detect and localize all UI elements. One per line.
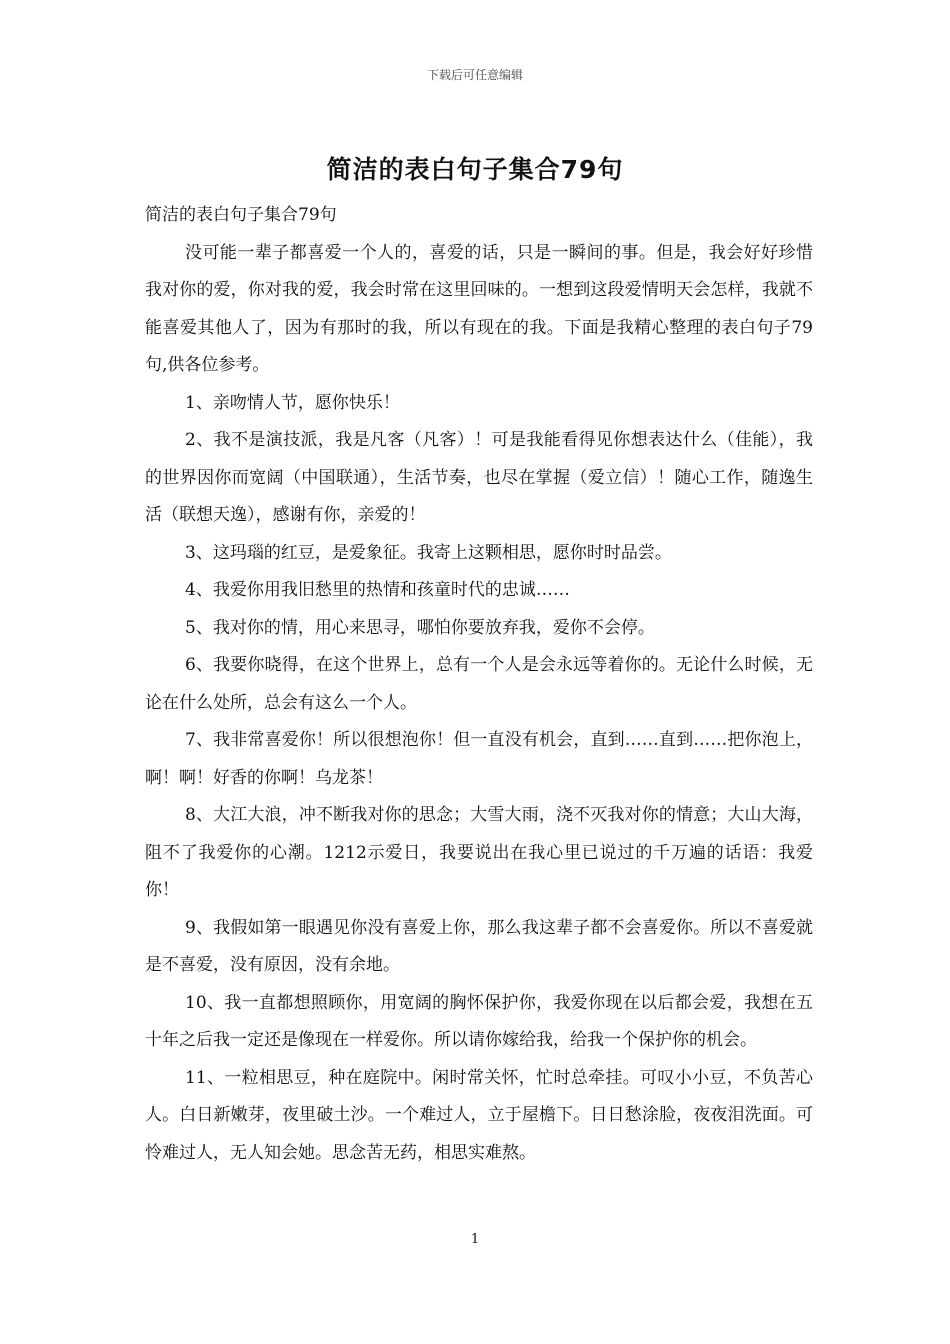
list-item-1: 1、亲吻情人节，愿你快乐！ xyxy=(185,392,400,413)
list-item-8: 8、大江大浪，冲不断我对你的思念；大雪大雨，浇不灭我对你的情意；大山大海，阻不了我爱你的心潮。1212示爱日，我要说出在我心里已说过的千万遍的话语：我爱你！ xyxy=(145,805,813,900)
list-item-9: 9、我假如第一眼遇见你没有喜爱上你，那么我这辈子都不会喜爱你。所以不喜爱就是不喜爱，没有原因，没有余地。 xyxy=(145,917,813,975)
list-item-10: 10、我一直都想照顾你，用宽阔的胸怀保护你，我爱你现在以后都会爱，我想在五十年之后我一定还是像现在一样爱你。所以请你嫁给我，给我一个保护你的机会。 xyxy=(145,992,813,1050)
list-item-2: 2、我不是演技派，我是凡客（凡客）！可是我能看得见你想表达什么（佳能），我的世界因你而宽阔（中国联通），生活节奏，也尽在掌握（爱立信）！随心工作，随逸生活（联想天逸），感谢有你，亲爱的！ xyxy=(145,430,813,525)
list-item-7: 7、我非常喜爱你！所以很想泡你！但一直没有机会，直到……直到……把你泡上，啊！啊！好香的你啊！乌龙茶！ xyxy=(145,730,813,788)
list-item-4: 4、我爱你用我旧愁里的热情和孩童时代的忠诚…… xyxy=(185,580,570,600)
list-item-5: 5、我对你的情，用心来思寻，哪怕你要放弃我，爱你不会停。 xyxy=(185,617,655,638)
list-item-6: 6、我要你晓得，在这个世界上，总有一个人是会永远等着你的。无论什么时候，无论在什么处所，总会有这么一个人。 xyxy=(145,655,813,713)
header-note: 下载后可任意编辑 xyxy=(426,68,523,82)
document-title: 简洁的表白句子集合79句 xyxy=(326,155,624,184)
page-number: 1 xyxy=(470,1232,480,1247)
list-item-3: 3、这玛瑙的红豆，是爱象征。我寄上这颗相思，愿你时时品尝。 xyxy=(185,542,672,563)
intro-paragraph: 没可能一辈子都喜爱一个人的，喜爱的话，只是一瞬间的事。但是，我会好好珍惜我对你的爱，你对我的爱，我会时常在这里回味的。一想到这段爱情明天会怎样，我就不能喜爱其他人了，因为有那时的我，所以有现在的我。下面是我精心整理的表白句子79句,供各位参考。 xyxy=(145,242,813,375)
document-body xyxy=(145,197,813,1172)
list-item-11: 11、一粒相思豆，种在庭院中。闲时常关怀，忙时总牵挂。可叹小小豆，不负苦心人。白日新嫩芽，夜里破土沙。一个难过人，立于屋檐下。日日愁涂脸，夜夜泪洗面。可怜难过人，无人知会她。思念苦无药，相思实难熬。 xyxy=(145,1067,813,1163)
document-subtitle: 简洁的表白句子集合79句 xyxy=(145,205,337,225)
